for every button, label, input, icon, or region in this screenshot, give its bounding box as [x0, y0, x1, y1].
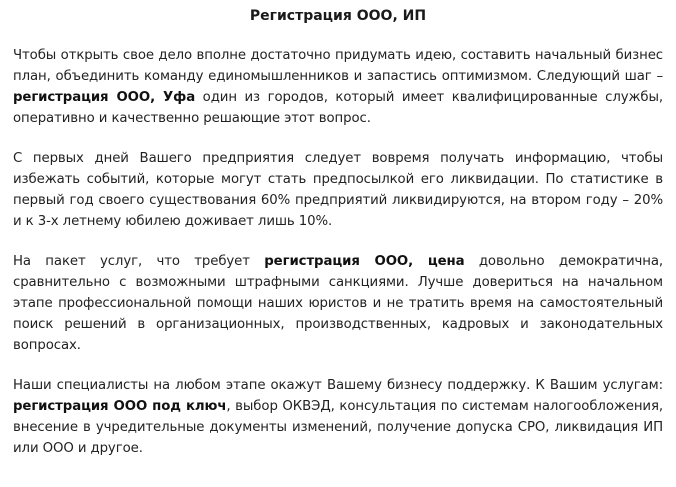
paragraph-services [13, 375, 663, 459]
article-title: Регистрация ООО, ИП [249, 8, 427, 24]
keyword-highlight: регистрация ООО, цена [264, 254, 465, 269]
paragraph-pricing [13, 251, 663, 356]
paragraph-text: довольно демократична, сравнительно с возможными штрафными санкциями. Лучше довериться на начальном этапе профессиональной помощи наших юристов и не тратить время на самостоятельный поиск решений в организационных, производственных, кадровых и законодательных вопросах. [13, 254, 664, 353]
paragraph-text: , выбор ОКВЭД, консультация по системам налогообложения, внесение в учредительные документы изменений, получение допуска СРО, ликвидация ИП или ООО и другое. [13, 399, 663, 456]
paragraph-text: С первых дней Вашего предприятия следует вовремя получать информацию, чтобы избежать событий, которые могут стать предпосылкой его ликвидации. По статистике в первый год своего существования 60% предприятий ликвидируются, на втором году – 20% и к 3-х летнему юбилею доживает лишь 10%. [13, 151, 663, 229]
keyword-highlight: регистрация ООО под ключ [13, 399, 227, 414]
paragraph-intro [13, 45, 663, 129]
paragraph-text: Наши специалисты на любом этапе окажут Вашему бизнесу поддержку. К Вашим услугам: [13, 378, 663, 393]
paragraph-text: На пакет услуг, что требует [13, 254, 265, 269]
paragraph-statistics [13, 148, 663, 232]
paragraph-text: Чтобы открыть свое дело вполне достаточно придумать идею, составить начальный бизнес план, объединить команду единомышленников и запастись оптимизмом. Следующий шаг – [13, 48, 663, 84]
keyword-highlight: регистрация ООО, Уфа [13, 90, 196, 105]
paragraph-text: один из городов, который имеет квалифицированные службы, оперативно и качественно решающие этот вопрос. [13, 90, 663, 126]
